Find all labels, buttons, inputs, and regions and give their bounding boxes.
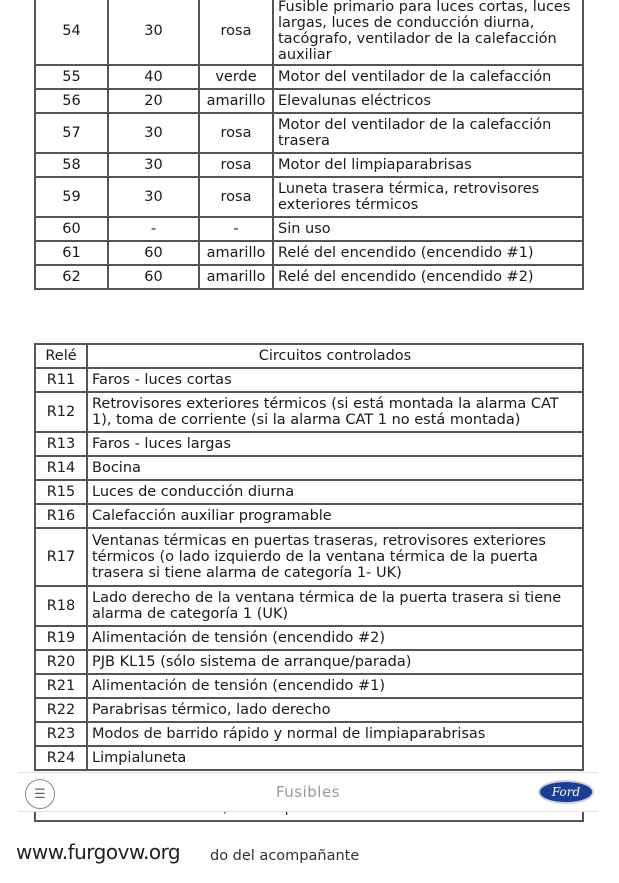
fuse-amperage: -: [108, 217, 199, 241]
relay-row: [35, 528, 583, 586]
fuse-circuit: Elevalunas eléctricos: [273, 89, 583, 113]
circuits-col-header: Circuitos controlados: [87, 344, 583, 368]
fuse-color: -: [199, 217, 273, 241]
relay-row: [35, 432, 583, 456]
relay-id: R18: [35, 586, 87, 626]
fuse-circuit: Relé del encendido (encendido #2): [273, 265, 583, 289]
fuse-circuit: Motor del ventilador de la calefacción trasera: [273, 113, 583, 153]
relay-circuit: Faros - luces cortas: [87, 368, 583, 392]
fuse-number: 54: [35, 0, 108, 65]
fuse-circuit: Sin uso: [273, 217, 583, 241]
ford-logo: Ford: [538, 780, 594, 804]
fuse-number: 61: [35, 241, 108, 265]
relay-row: [35, 698, 583, 722]
relay-id: R15: [35, 480, 87, 504]
bar-title: Fusibles: [275, 783, 341, 801]
relay-circuit: Alimentación de tensión (encendido #1): [87, 674, 583, 698]
menu-icon[interactable]: ☰: [25, 779, 55, 809]
relay-row: [35, 392, 583, 432]
relay-row: [35, 368, 583, 392]
relay-header-row: [35, 344, 583, 368]
fuse-circuit: Relé del encendido (encendido #1): [273, 241, 583, 265]
fuse-row: [35, 217, 583, 241]
relay-id: R11: [35, 368, 87, 392]
relay-circuit: Lado derecho de la ventana térmica de la puerta trasera si tiene alarma de categoría 1 (UK): [87, 586, 583, 626]
fuse-row: [35, 113, 583, 153]
fuse-color: amarillo: [199, 89, 273, 113]
fuse-row: [35, 265, 583, 289]
watermark: www.furgovw.org: [16, 840, 181, 864]
relay-row: [35, 674, 583, 698]
fuse-amperage: 60: [108, 265, 199, 289]
relay-circuit: PJB KL15 (sólo sistema de arranque/parada): [87, 650, 583, 674]
relay-id: R14: [35, 456, 87, 480]
fuse-number: 55: [35, 65, 108, 89]
fuse-amperage: 20: [108, 89, 199, 113]
fuse-row: [35, 153, 583, 177]
relay-row: [35, 626, 583, 650]
fuse-amperage: 30: [108, 177, 199, 217]
relay-col-header: Relé: [35, 344, 87, 368]
fuse-amperage: 30: [108, 153, 199, 177]
fuse-number: 58: [35, 153, 108, 177]
relay-circuit: Modos de barrido rápido y normal de limpiaparabrisas: [87, 722, 583, 746]
fuse-color: verde: [199, 65, 273, 89]
relay-row: [35, 480, 583, 504]
relay-id: R16: [35, 504, 87, 528]
fuse-circuit: Fusible primario para luces cortas, luces largas, luces de conducción diurna, tacógrafo, ventilador de la calefacción auxiliar: [273, 0, 583, 65]
fuse-amperage: 30: [108, 113, 199, 153]
relay-circuit: Alimentación de tensión (encendido #2): [87, 626, 583, 650]
fuse-circuit: Motor del limpiaparabrisas: [273, 153, 583, 177]
fuse-color: rosa: [199, 153, 273, 177]
fuse-amperage: 30: [108, 0, 199, 65]
fuse-color: amarillo: [199, 241, 273, 265]
relay-id: R12: [35, 392, 87, 432]
bottom-clipped-text: do del acompañante: [210, 848, 360, 864]
relay-circuit: Calefacción auxiliar programable: [87, 504, 583, 528]
fuse-number: 60: [35, 217, 108, 241]
relay-id: R21: [35, 674, 87, 698]
fuse-row: [35, 0, 583, 65]
relay-id: R24: [35, 746, 87, 770]
fuse-amperage: 40: [108, 65, 199, 89]
relay-circuit: Parabrisas térmico, lado derecho: [87, 698, 583, 722]
relay-circuit: Bocina: [87, 456, 583, 480]
relay-row: [35, 650, 583, 674]
fuse-amperage: 60: [108, 241, 199, 265]
fuse-color: rosa: [199, 113, 273, 153]
fuse-row: [35, 241, 583, 265]
relay-id: R17: [35, 528, 87, 586]
fuse-number: 56: [35, 89, 108, 113]
relay-id: R20: [35, 650, 87, 674]
fuse-number: 62: [35, 265, 108, 289]
relay-circuit: Faros - luces largas: [87, 432, 583, 456]
fuse-number: 57: [35, 113, 108, 153]
relay-circuit: Luces de conducción diurna: [87, 480, 583, 504]
fuse-circuit: Motor del ventilador de la calefacción: [273, 65, 583, 89]
relay-row: [35, 746, 583, 770]
fuse-number: 59: [35, 177, 108, 217]
fuse-row: [35, 65, 583, 89]
fuse-color: amarillo: [199, 265, 273, 289]
relay-id: R13: [35, 432, 87, 456]
fuse-row: [35, 89, 583, 113]
relay-id: R19: [35, 626, 87, 650]
fuse-table: [34, 0, 584, 290]
fuse-row: [35, 177, 583, 217]
relay-circuit: Retrovisores exteriores térmicos (si está montada la alarma CAT 1), toma de corriente (si la alarma CAT 1 no está montada): [87, 392, 583, 432]
relay-circuit: Ventanas térmicas en puertas traseras, retrovisores exteriores térmicos (o lado izquierdo de la ventana térmica de la puerta trasera si tiene alarma de categoría 1- UK): [87, 528, 583, 586]
fuse-color: rosa: [199, 177, 273, 217]
relay-circuit: Limpialuneta: [87, 746, 583, 770]
bottom-bar: [18, 772, 598, 812]
relay-row: [35, 722, 583, 746]
relay-id: R23: [35, 722, 87, 746]
fuse-circuit: Luneta trasera térmica, retrovisores exteriores térmicos: [273, 177, 583, 217]
relay-row: [35, 456, 583, 480]
relay-id: R22: [35, 698, 87, 722]
relay-row: [35, 586, 583, 626]
relay-row: [35, 504, 583, 528]
fuse-color: rosa: [199, 0, 273, 65]
relay-table: [34, 343, 584, 771]
